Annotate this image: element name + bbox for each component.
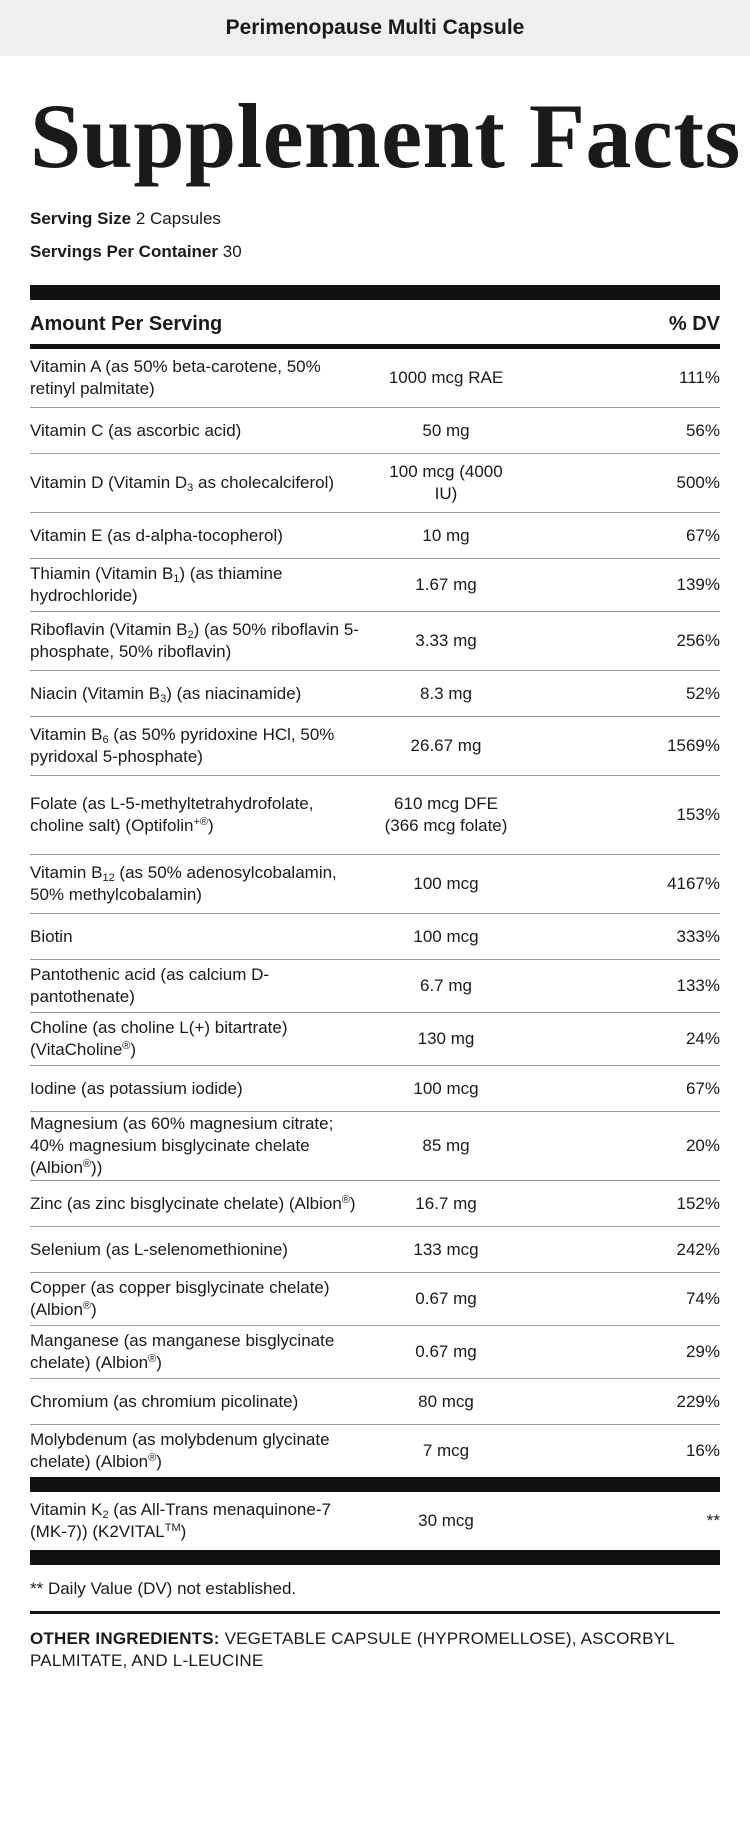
nutrient-name: Thiamin (Vitamin $B_1$) (as thiamine hydrochloride) <box>30 564 283 605</box>
nutrient-table <box>30 349 720 1477</box>
table-row <box>30 349 720 408</box>
nutrient-amount: 100 mcg <box>413 926 479 946</box>
nutrient-dv: 153% <box>676 805 720 824</box>
nutrient-dv: 67% <box>685 1078 720 1098</box>
nutrient-dv: ** <box>706 1511 720 1530</box>
servings-per-container-label: Servings Per Container <box>30 242 219 261</box>
serving-size <box>30 202 720 235</box>
nutrient-dv: 256% <box>676 631 720 650</box>
nutrient-name: Riboflavin (Vitamin $B_2$) (as 50% riboflavin 5-phosphate, 50% riboflavin) <box>30 620 359 661</box>
nutrient-name: Folate (as L-5-methyltetrahydrofolate, choline salt) (Optifolin+®) <box>30 794 314 835</box>
table-row <box>30 408 720 454</box>
nutrient-amount: 0.67 mg <box>415 1342 477 1361</box>
table-row <box>30 559 720 612</box>
other-ingredients-label: OTHER INGREDIENTS: <box>30 1629 220 1648</box>
table-row <box>30 1425 720 1477</box>
nutrient-amount: 26.67 mg <box>410 736 482 755</box>
footnote: ** Daily Value (DV) not established. <box>30 1579 297 1598</box>
nutrient-dv: 1569% <box>667 736 720 755</box>
divider-thick <box>30 1550 720 1565</box>
serving-size-value: 2 Capsules <box>135 209 221 228</box>
table-row <box>30 1492 720 1550</box>
table-row <box>30 1326 720 1379</box>
nutrient-name: Pantothenic acid (as calcium D-pantothenate) <box>30 965 270 1006</box>
nutrient-name: Iodine (as potassium iodide) <box>30 1078 243 1098</box>
nutrient-dv: 20% <box>685 1136 720 1155</box>
table-row <box>30 960 720 1013</box>
table-row <box>30 914 720 960</box>
divider-thick <box>30 1477 720 1492</box>
divider-thin <box>30 1611 720 1614</box>
nutrient-dv: 24% <box>685 1029 720 1048</box>
table-row <box>30 1227 720 1273</box>
nutrient-amount: 1000 mcg RAE <box>388 368 504 387</box>
nutrient-amount: 100 mcg (4000 IU) <box>389 462 503 503</box>
table-row <box>30 776 720 855</box>
table-row <box>30 1181 720 1227</box>
table-row <box>30 454 720 513</box>
servings-per-container <box>30 235 720 268</box>
nutrient-dv: 16% <box>685 1441 720 1460</box>
nutrient-name: Vitamin E (as d-alpha-tocopherol) <box>30 525 283 545</box>
nutrient-amount: 100 mcg <box>413 1078 479 1098</box>
nutrient-name: Magnesium (as 60% magnesium citrate; 40% magnesium bisglycinate chelate (Albion®)) <box>30 1114 334 1177</box>
header-percent-dv: % DV <box>668 312 720 335</box>
nutrient-name: Vitamin $B_6$ (as 50% pyridoxine HCl, 50% pyridoxal 5-phosphate) <box>30 725 335 766</box>
nutrient-amount: 133 mcg <box>413 1239 479 1259</box>
table-row <box>30 671 720 717</box>
nutrient-amount: 130 mg <box>417 1029 475 1048</box>
nutrient-name: Biotin <box>30 926 73 946</box>
nutrient-name: Niacin (Vitamin $B_3$) (as niacinamide) <box>30 683 302 705</box>
nutrient-amount: 50 mg <box>422 420 470 440</box>
nutrient-name: Vitamin $B_{12}$ (as 50% adenosylcobalamin, 50% methylcobalamin) <box>30 863 337 904</box>
table-row <box>30 1273 720 1326</box>
nutrient-name: Vitamin $K_2$ (as All-Trans menaquinone-7 (MK-7)) (K2VITAL™) <box>30 1500 331 1541</box>
nutrient-amount: 0.67 mg <box>415 1289 477 1308</box>
table-row <box>30 612 720 671</box>
nutrient-amount: 100 mcg <box>413 874 479 893</box>
product-name-bar <box>0 0 750 56</box>
table-row <box>30 855 720 914</box>
nutrient-name: Copper (as copper bisglycinate chelate) (Albion®) <box>30 1278 330 1319</box>
nutrient-amount: 30 mcg <box>418 1511 474 1530</box>
nutrient-amount: 3.33 mg <box>415 631 477 650</box>
nutrient-dv: 333% <box>676 926 720 946</box>
nutrient-dv: 242% <box>676 1239 720 1259</box>
nutrient-dv: 152% <box>676 1193 720 1213</box>
table-row <box>30 1013 720 1066</box>
serving-size-label: Serving Size <box>30 209 132 228</box>
nutrient-amount: 80 mcg <box>418 1391 474 1411</box>
nutrient-dv: 229% <box>676 1391 720 1411</box>
nutrient-name: Vitamin C (as ascorbic acid) <box>30 420 242 440</box>
other-ingredients <box>30 1628 720 1672</box>
supplement-facts-panel <box>0 85 750 1672</box>
nutrient-amount: 6.7 mg <box>420 976 472 995</box>
nutrient-dv: 67% <box>685 525 720 545</box>
nutrient-dv: 74% <box>685 1289 720 1308</box>
table-row <box>30 1379 720 1425</box>
nutrient-amount: 10 mg <box>422 525 470 545</box>
nutrient-dv: 133% <box>676 976 720 995</box>
table-row <box>30 1112 720 1181</box>
nutrient-dv: 111% <box>679 368 720 387</box>
nutrient-name: Vitamin D (Vitamin $D_3$ as cholecalciferol) <box>30 473 335 494</box>
header-amount-per-serving: Amount Per Serving <box>30 312 223 335</box>
nutrient-amount: 610 mcg DFE (366 mcg folate) <box>384 794 508 835</box>
nutrient-amount: 85 mg <box>422 1136 470 1155</box>
nutrient-amount: 8.3 mg <box>420 683 472 703</box>
table-row <box>30 717 720 776</box>
nutrient-dv: 56% <box>685 420 720 440</box>
nutrient-name: Molybdenum (as molybdenum glycinate chelate) (Albion®) <box>30 1430 330 1471</box>
serving-info <box>30 202 720 268</box>
servings-per-container-value: 30 <box>222 242 242 261</box>
nutrient-name: Selenium (as L-selenomethionine) <box>30 1239 288 1259</box>
nutrient-name: Manganese (as manganese bisglycinate chelate) (Albion®) <box>30 1331 335 1372</box>
other-ingredients-value: VEGETABLE CAPSULE (HYPROMELLOSE), ASCORBYL PALMITATE, AND L-LEUCINE <box>30 1629 675 1670</box>
table-row <box>30 1066 720 1112</box>
nutrient-amount: 7 mcg <box>422 1441 470 1460</box>
table-row <box>30 513 720 559</box>
nutrient-name: Zinc (as zinc bisglycinate chelate) (Albion®) <box>30 1193 356 1213</box>
nutrient-dv: 500% <box>676 473 720 492</box>
nutrient-dv: 4167% <box>667 874 720 893</box>
panel-title: Supplement Facts <box>30 85 741 187</box>
nutrient-dv: 29% <box>685 1342 720 1361</box>
nutrient-name: Choline (as choline L(+) bitartrate) (VitaCholine®) <box>30 1018 288 1059</box>
table-header <box>30 306 720 342</box>
divider-thick <box>30 285 720 300</box>
nutrient-amount: 1.67 mg <box>415 575 477 594</box>
nutrient-dv: 52% <box>685 683 720 703</box>
product-name: Perimenopause Multi Capsule <box>225 16 525 39</box>
nutrient-name: Chromium (as chromium picolinate) <box>30 1391 299 1411</box>
nutrient-dv: 139% <box>676 575 720 594</box>
nutrient-amount: 16.7 mg <box>415 1193 477 1213</box>
nutrient-name: Vitamin A (as 50% beta-carotene, 50% retinyl palmitate) <box>30 357 321 398</box>
